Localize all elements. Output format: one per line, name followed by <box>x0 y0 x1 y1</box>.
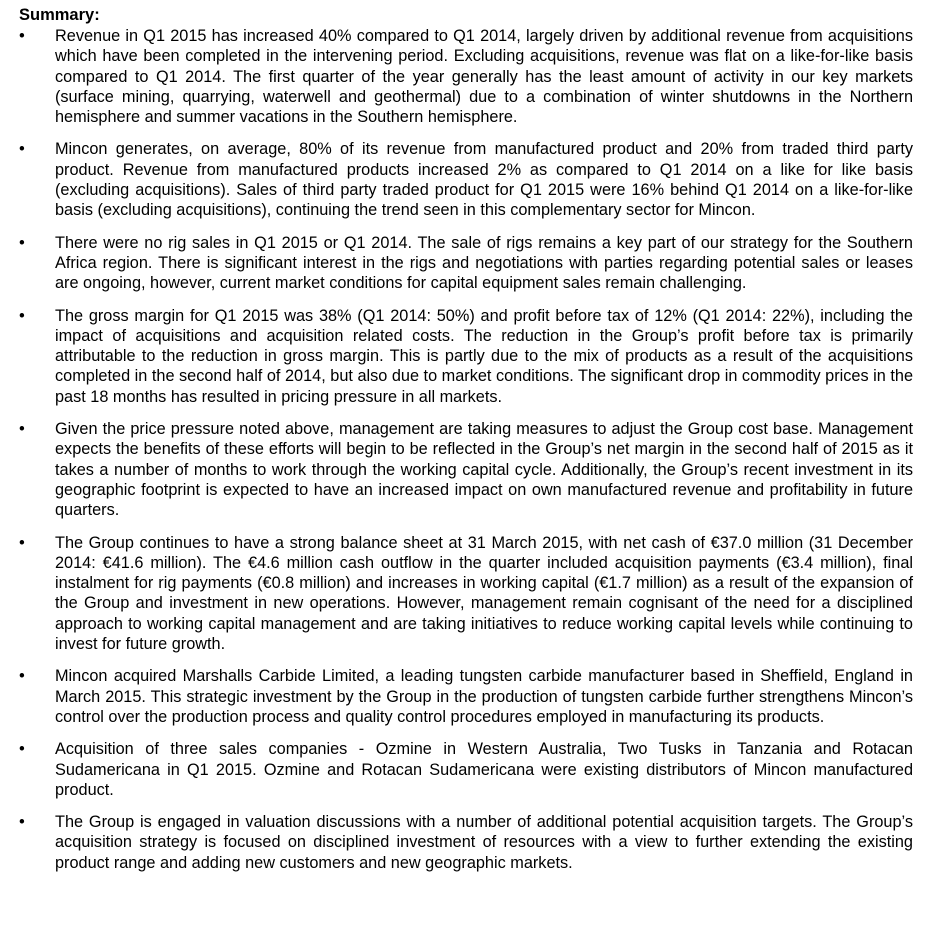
list-item <box>19 812 913 873</box>
list-item <box>19 233 913 294</box>
list-item-text: The Group continues to have a strong balance sheet at 31 March 2015, with net cash of €37.0 million (31 December 2014: €41.6 million). The €4.6 million cash outflow in the quarter included acquisition payments (€3.4 million), final instalment for rig payments (€0.8 million) and increases in working capital (€1.7 million) as a result of the expansion of the Group and investment in new operations. However, management remain cognisant of the need for a disciplined approach to working capital management and are taking initiatives to reduce working capital levels while continuing to invest for future growth. <box>55 533 913 654</box>
bullet-icon: • <box>19 233 25 252</box>
summary-list <box>19 26 913 873</box>
bullet-icon: • <box>19 27 25 45</box>
list-item-text: Acquisition of three sales companies - Ozmine in Western Australia, Two Tusks in Tanzania and Rotacan Sudamericana in Q1 2015. Ozmine and Rotacan Sudamericana were existing distributors of Mincon manufactured product. <box>55 740 913 799</box>
bullet-icon: • <box>19 140 25 159</box>
list-item-text: The Group is engaged in valuation discussions with a number of additional potential acquisition targets. The Group’s acquisition strategy is focused on disciplined investment of resources with a view to further extending the existing product range and adding new customers and new geographic markets. <box>55 813 913 872</box>
list-item <box>19 533 913 655</box>
list-item <box>19 666 913 727</box>
list-item <box>19 419 913 520</box>
bullet-icon: • <box>19 667 25 686</box>
bullet-icon: • <box>19 533 25 552</box>
list-item-text: Mincon generates, on average, 80% of its revenue from manufactured product and 20% from traded third party product. Revenue from manufactured products increased 2% as compared to Q1 2014 on a like for like basis (excluding acquisitions). Sales of third party traded product for Q1 2015 were 16% behind Q1 2014 on a like-for-like basis (excluding acquisitions), continuing the trend seen in this complementary sector for Mincon. <box>55 140 913 220</box>
list-item <box>19 26 913 127</box>
list-item-text: Revenue in Q1 2015 has increased 40% compared to Q1 2014, largely driven by additional revenue from acquisitions which have been completed in the intervening period. Excluding acquisitions, revenue was flat on a like-for-like basis compared to Q1 2014. The first quarter of the year generally has the least amount of activity in our key markets (surface mining, quarrying, waterwell and geothermal) due to a combination of winter shutdowns in the Northern hemisphere and summer vacations in the Southern hemisphere. <box>55 27 913 127</box>
bullet-icon: • <box>19 813 25 832</box>
summary-heading: Summary: <box>19 6 100 24</box>
list-item-text: There were no rig sales in Q1 2015 or Q1 2014. The sale of rigs remains a key part of our strategy for the Southern Africa region. There is significant interest in the rigs and negotiations with parties regarding potential sales or leases are ongoing, however, current market conditions for capital equipment sales remain challenging. <box>55 233 913 293</box>
bullet-icon: • <box>19 306 25 325</box>
list-item-text: Mincon acquired Marshalls Carbide Limited, a leading tungsten carbide manufacturer based in Sheffield, England in March 2015. This strategic investment by the Group in the production of tungsten carbide further strengthens Mincon’s control over the production process and quality control procedures employed in manufacturing its products. <box>55 667 913 726</box>
list-item <box>19 306 913 407</box>
bullet-icon: • <box>19 420 25 439</box>
list-item-text: The gross margin for Q1 2015 was 38% (Q1 2014: 50%) and profit before tax of 12% (Q1 2014: 22%), including the impact of acquisitions and acquisition related costs. The reduction in the Group’s profit before tax is primarily attributable to the reduction in gross margin. This is partly due to the mix of products as a result of the acquisitions completed in the second half of 2014, but also due to market conditions. The significant drop in commodity prices in the past 18 months has resulted in pricing pressure in all markets. <box>55 306 913 406</box>
list-item-text: Given the price pressure noted above, management are taking measures to adjust the Group cost base. Management expects the benefits of these efforts will begin to be reflected in the Group’s net margin in the second half of 2015 as it takes a number of months to work through the working capital cycle. Additionally, the Group’s recent investment in its geographic footprint is expected to have an increased impact on own manufactured revenue and profitability in future quarters. <box>55 420 913 520</box>
list-item <box>19 739 913 800</box>
bullet-icon: • <box>19 740 25 759</box>
list-item <box>19 139 913 220</box>
